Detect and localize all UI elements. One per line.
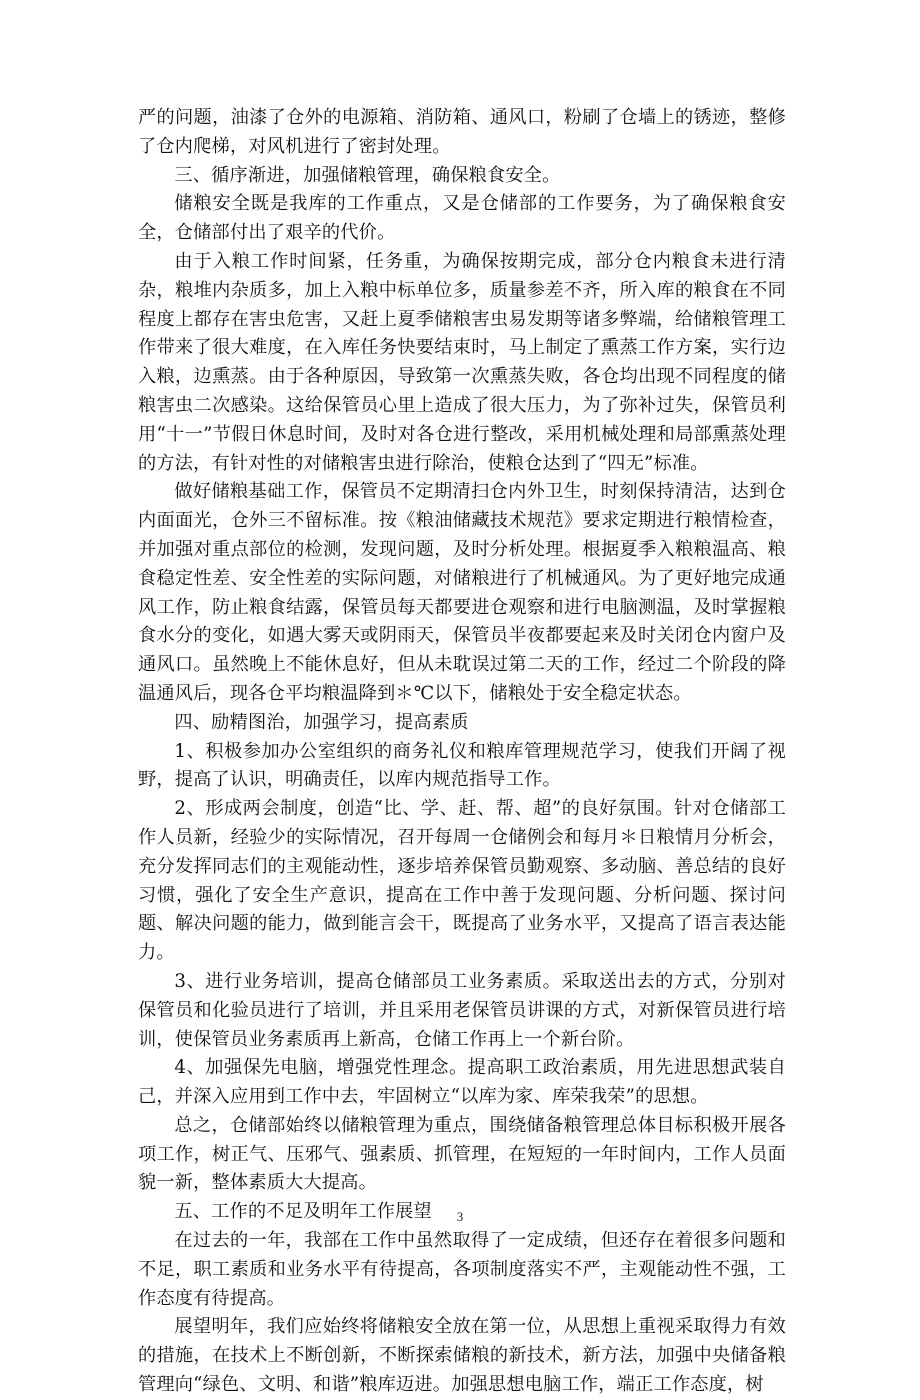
list-item: 1、积极参加办公室组织的商务礼仪和粮库管理规范学习，使我们开阔了视野，提高了认识，明确责任，以库内规范指导工作。 [138,740,786,791]
list-item: 4、加强保先电脑，增强党性理念。提高职工政治素质，用先进思想武装自己，并深入应用到工作中去，牢固树立“以库为家、库荣我荣”的思想。 [138,1057,786,1108]
page-number: 3 [456,1209,464,1224]
paragraph: 做好储粮基础工作，保管员不定期清扫仓内外卫生，时刻保持清洁，达到仓内面面光，仓外三不留标准。按《粮油储藏技术规范》要求定期进行粮情检查，并加强对重点部位的检测，发现问题，及时分析处理。根据夏季入粮粮温高、粮食稳定性差、安全性差的实际问题，对储粮进行了机械通风。为了更好地完成通风工作，防止粮食结露，保管员每天都要进仓观察和进行电脑测温，及时掌握粮食水分的变化，如遇大雾天或阴雨天，保管员半夜都要起来及时关闭仓内窗户及通风口。虽然晚上不能休息好，但从未耽误过第二天的工作，经过二个阶段的降温通风后，现各仓平均粮温降到＊℃以下，储粮处于安全稳定状态。 [138,481,786,704]
paragraph: 展望明年，我们应始终将储粮安全放在第一位，从思想上重视采取得力有效的措施，在技术上不断创新，不断探索储粮的新技术，新方法，加强中央储备粮管理向“绿色、文明、和谐”粮库迈进。加强思想电脑工作，端正工作态度，树 [138,1316,786,1396]
list-item: 2、形成两会制度，创造“比、学、赶、帮、超”的良好氛围。针对仓储部工作人员新，经验少的实际情况，召开每周一仓储例会和每月＊日粮情月分析会，充分发挥同志们的主观能动性，逐步培养保管员勤观察、多动脑、善总结的良好习惯，强化了安全生产意识，提高在工作中善于发现问题、分析问题、探讨问题、解决问题的能力，做到能言会干，既提高了业务水平，又提高了语言表达能力。 [138,798,786,964]
list-item: 3、进行业务培训，提高仓储部员工业务素质。采取送出去的方式，分别对保管员和化验员进行了培训，并且采用老保管员讲课的方式，对新保管员进行培训，使保管员业务素质再上新高，仓储工作再上一个新台阶。 [138,970,786,1050]
section-heading: 三、循序渐进，加强储粮管理，确保粮食安全。 [174,164,561,186]
paragraph: 由于入粮工作时间紧，任务重，为确保按期完成，部分仓内粮食未进行清杂，粮堆内杂质多，加上入粮中标单位多，质量参差不齐，所入库的粮食在不同程度上都存在害虫危害，又赶上夏季储粮害虫易发期等诸多弊端，给储粮管理工作带来了很大难度，在入库任务快要结束时，马上制定了熏蒸工作方案，实行边入粮，边熏蒸。由于各种原因，导致第一次熏蒸失败，各仓均出现不同程度的储粮害虫二次感染。这给保管员心里上造成了很大压力，为了弥补过失，保管员利用“十一”节假日休息时间，及时对各仓进行整改，采用机械处理和局部熏蒸处理的方法，有针对性的对储粮害虫进行除治，使粮仓达到了“四无”标准。 [138,250,786,474]
document-body [138,104,786,1400]
section-heading: 五、工作的不足及明年工作展望 [174,1201,432,1223]
paragraph: 在过去的一年，我部在工作中虽然取得了一定成绩，但还存在着很多问题和不足，职工素质和业务水平有待提高，各项制度落实不严，主观能动性不强，工作态度有待提高。 [138,1230,786,1309]
section-heading: 四、励精图治，加强学习，提高素质 [174,711,469,733]
paragraph: 储粮安全既是我库的工作重点，又是仓储部的工作要务，为了确保粮食安全，仓储部付出了艰辛的代价。 [138,193,786,244]
paragraph: 总之，仓储部始终以储粮管理为重点，围绕储备粮管理总体目标积极开展各项工作，树正气、压邪气、强素质、抓管理，在短短的一年时间内，工作人员面貌一新，整体素质大大提高。 [138,1114,786,1194]
paragraph: 严的问题，油漆了仓外的电源箱、消防箱、通风口，粉刷了仓墙上的锈迹，整修了仓内爬梯，对风机进行了密封处理。 [138,107,786,157]
